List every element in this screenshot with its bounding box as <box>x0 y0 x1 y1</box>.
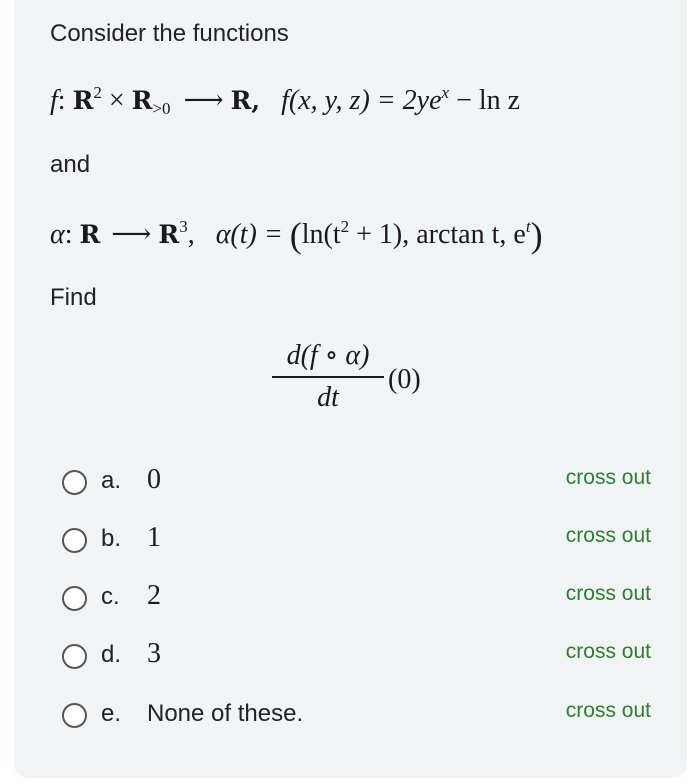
radio-option-b[interactable] <box>62 528 87 553</box>
alpha-expr-mid2: + 1), arctan t, e <box>349 219 526 250</box>
f-domain-R: R <box>72 86 94 115</box>
cross-out-link-a[interactable]: cross out <box>565 466 651 489</box>
alpha-definition: α: R ⟶ $R^3$, $\alpha(t) = (\ln(t^2 + 1)$, arctan t, $e^t$) <box>50 215 543 255</box>
alpha-name: α <box>50 219 65 250</box>
and-text: and <box>50 151 91 178</box>
option-value: 0 <box>147 464 161 495</box>
f-expression-tail: − ln z <box>449 85 521 116</box>
option-letter: d. <box>101 641 122 668</box>
alpha-codomain-exp: 3 <box>179 217 188 236</box>
derivative-numerator: d(f ∘ α) <box>286 340 370 371</box>
option-a[interactable] <box>0 462 689 502</box>
cross-out-link-c[interactable]: cross out <box>565 582 651 605</box>
cross-out-link-b[interactable]: cross out <box>565 524 651 547</box>
option-c[interactable] <box>0 578 689 618</box>
alpha-expr-mid1: ln(t <box>301 219 341 250</box>
alpha-codomain: R <box>158 220 180 249</box>
derivative-denominator: dt <box>317 382 339 413</box>
radio-option-e[interactable] <box>62 703 87 728</box>
option-value: 2 <box>147 580 161 611</box>
f-codomain: R, <box>230 86 261 115</box>
option-letter: b. <box>101 525 122 552</box>
alpha-domain: R <box>79 220 101 249</box>
open-paren: ( <box>289 215 302 255</box>
f-expression: f(x, y, z) = 2ye <box>281 85 442 116</box>
option-letter: a. <box>101 467 122 494</box>
f-e-exp: x <box>441 83 450 102</box>
option-d[interactable] <box>0 636 689 676</box>
option-letter: c. <box>101 583 120 610</box>
option-value: 1 <box>147 522 161 553</box>
close-paren: ) <box>530 215 543 255</box>
option-b[interactable] <box>0 520 689 560</box>
alpha-e-exp: t <box>525 217 531 236</box>
alpha-comma: , <box>187 219 195 250</box>
alpha-arrow: ⟶ <box>111 219 152 250</box>
cross-out-link-d[interactable]: cross out <box>565 640 651 663</box>
find-text: Find <box>50 284 97 311</box>
f-domain-exp: 2 <box>93 83 102 102</box>
cross-out-link-e[interactable]: cross out <box>565 699 651 722</box>
f-name: f <box>50 85 58 116</box>
option-value: None of these. <box>147 700 304 727</box>
alpha-t-exp: 2 <box>340 217 350 236</box>
intro-text: Consider the functions <box>50 20 289 47</box>
option-letter: e. <box>101 700 122 727</box>
radio-option-c[interactable] <box>62 586 87 611</box>
f-definition: f: $R^2 \times R_{>0}$ ⟶ R, f(x, y, $z) = 2ye^x - \ln z$ <box>50 83 521 118</box>
derivative-fraction <box>272 338 384 414</box>
option-e[interactable] <box>0 695 689 735</box>
derivative-eval-point: (0) <box>388 364 421 395</box>
f-arrow: ⟶ <box>183 85 224 116</box>
f-domain-sub: >0 <box>152 99 171 118</box>
f-domain-R2: R <box>131 86 153 115</box>
option-value: 3 <box>147 638 161 669</box>
radio-option-a[interactable] <box>62 470 87 495</box>
times-symbol: × <box>108 85 125 116</box>
alpha-expr-start: α(t) = <box>215 219 290 250</box>
radio-option-d[interactable] <box>62 644 87 669</box>
